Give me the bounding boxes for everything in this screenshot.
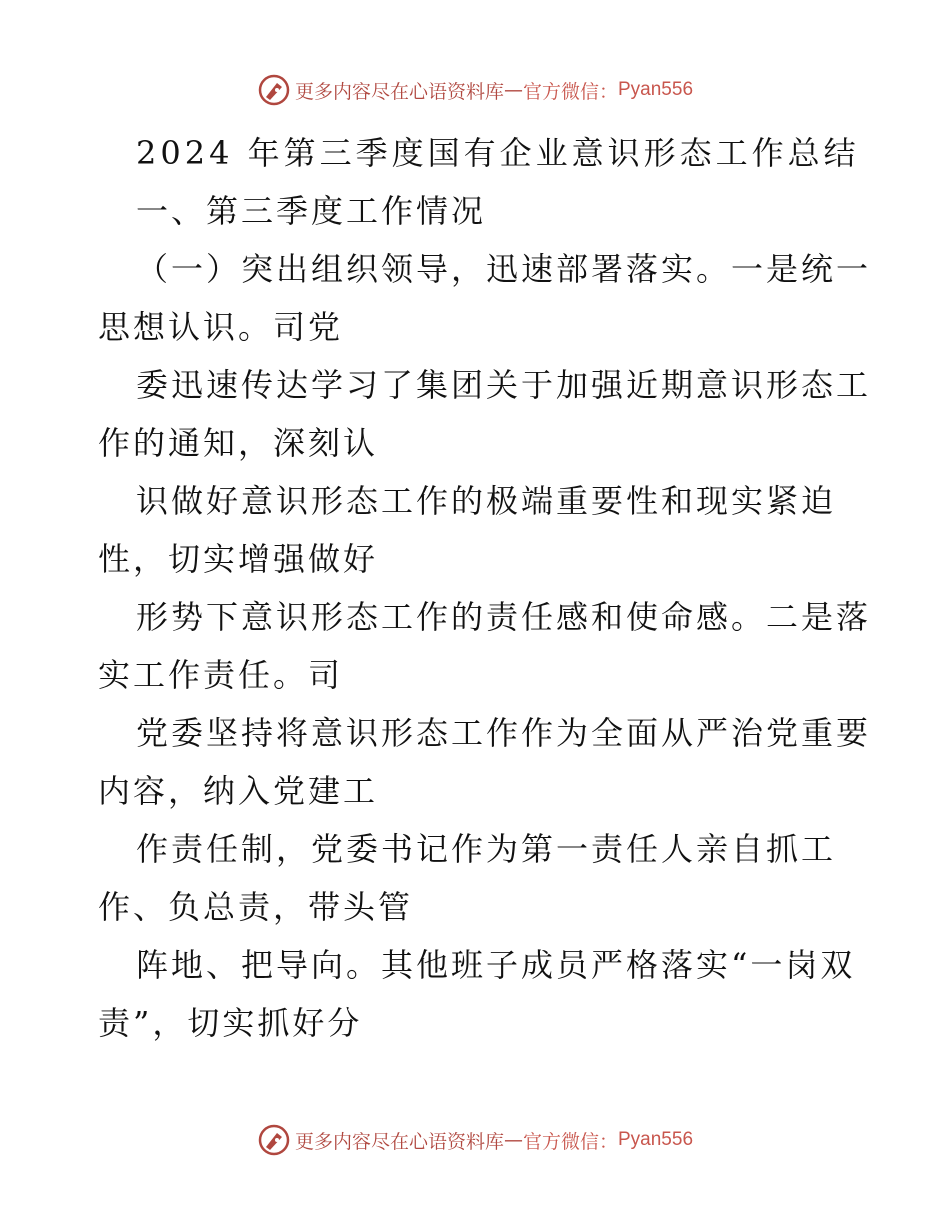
paragraph-line: 识做好意识形态工作的极端重要性和现实紧迫 — [136, 482, 837, 520]
document-title: 2024 年第三季度国有企业意识形态工作总结 — [136, 134, 860, 172]
footer-watermark — [0, 1120, 950, 1160]
header-watermark — [0, 70, 950, 110]
paragraph-line: 作的通知，深刻认 — [98, 424, 379, 462]
paragraph-line: 思想认识。司党 — [98, 308, 344, 346]
paragraph-line: 责”，切实抓好分 — [98, 1004, 363, 1042]
document-body — [98, 124, 872, 1052]
watermark-separator: — — [503, 79, 523, 101]
paragraph-line: 性，切实增强做好 — [98, 540, 379, 578]
watermark-wechat-label: 官方微信： — [522, 80, 618, 103]
watermark-text: 更多内容尽在心语资料库 — [294, 80, 504, 103]
paragraph-line: 党委坚持将意识形态工作作为全面从严治党重要 — [136, 714, 872, 752]
paragraph-line: 内容，纳入党建工 — [98, 772, 379, 810]
paragraph-line: 作、负总责，带头管 — [98, 888, 414, 926]
watermark-wechat-label: 官方微信： — [522, 1130, 618, 1153]
paragraph-line: 实工作责任。司 — [98, 656, 344, 694]
pen-nib-seal-icon — [257, 1123, 291, 1157]
section-heading: 一、第三季度工作情况 — [136, 192, 487, 230]
paragraph-line: （一）突出组织领导，迅速部署落实。一是统一 — [136, 250, 872, 288]
paragraph-line: 作责任制，党委书记作为第一责任人亲自抓工 — [136, 830, 837, 868]
watermark-separator: — — [503, 1129, 523, 1151]
watermark-wechat-id: Pyan556 — [618, 79, 694, 100]
paragraph-line: 阵地、把导向。其他班子成员严格落实“一岗双 — [136, 946, 856, 984]
paragraph-line: 形势下意识形态工作的责任感和使命感。二是落 — [136, 598, 872, 636]
watermark-text: 更多内容尽在心语资料库 — [294, 1130, 504, 1153]
pen-nib-seal-icon — [257, 73, 291, 107]
watermark-wechat-id: Pyan556 — [618, 1129, 694, 1150]
paragraph-line: 委迅速传达学习了集团关于加强近期意识形态工 — [136, 366, 872, 404]
